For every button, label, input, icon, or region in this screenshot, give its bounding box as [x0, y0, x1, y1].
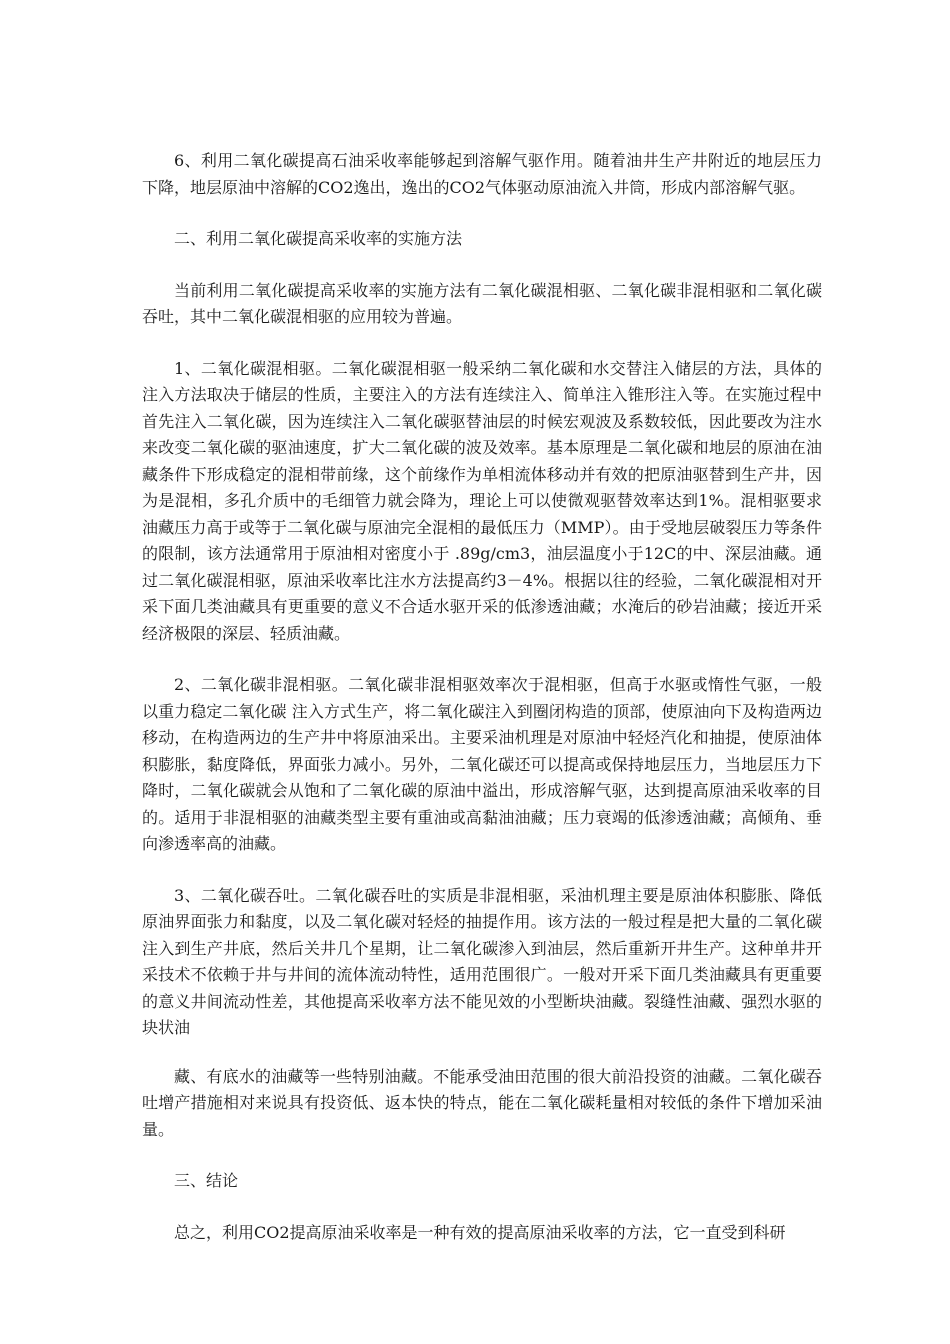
section-heading-methods: 二、利用二氧化碳提高采收率的实施方法	[174, 229, 463, 248]
paragraph-dissolved-gas-drive: 6、利用二氧化碳提高石油采收率能够起到溶解气驱作用。随着油井生产井附近的地层压力下降，地层原油中溶解的CO2逸出，逸出的CO2气体驱动原油流入井筒，形成内部溶解气驱。	[142, 151, 822, 197]
paragraph-huff-and-puff-continued: 藏、有底水的油藏等一些特别油藏。不能承受油田范围的很大前沿投资的油藏。二氧化碳吞吐增产措施相对来说具有投资低、返本快的特点，能在二氧化碳耗量相对较低的条件下增加采油量。	[142, 1066, 822, 1139]
paragraph-miscible-flooding: 1、二氧化碳混相驱。二氧化碳混相驱一般采纳二氧化碳和水交替注入储层的方法，具体的注入方法取决于储层的性质，主要注入的方法有连续注入、简单注入锥形注入等。在实施过程中首先注入二氧化碳，因为连续注入二氧化碳驱替油层的时候宏观波及系数较低，因此要改为注水来改变二氧化碳的驱油速度，扩大二氧化碳的波及效率。基本原理是二氧化碳和地层的原油在油藏条件下形成稳定的混相带前缘，这个前缘作为单相流体移动并有效的把原油驱替到生产井，因为是混相，多孔介质中的毛细管力就会降为，理论上可以使微观驱替效率达到1%。混相驱要求油藏压力高于或等于二氧化碳与原油完全混相的最低压力（MMP）。由于受地层破裂压力等条件的限制，该方法通常用于原油相对密度小于 .89g/cm3，油层温度小于12C的中、深层油藏。通过二氧化碳混相驱，原油采收率比注水方法提高约3－4%。根据以往的经验，二氧化碳混相对开采下面几类油藏具有更重要的意义不合适水驱开采的低渗透油藏；水淹后的砂岩油藏；接近开采经济极限的深层、轻质油藏。	[142, 358, 822, 643]
document-body	[142, 148, 822, 1271]
section-heading-conclusion: 三、结论	[174, 1171, 239, 1190]
paragraph-methods-intro: 当前利用二氧化碳提高采收率的实施方法有二氧化碳混相驱、二氧化碳非混相驱和二氧化碳吞吐，其中二氧化碳混相驱的应用较为普遍。	[142, 280, 822, 326]
paragraph-huff-and-puff: 3、二氧化碳吞吐。二氧化碳吞吐的实质是非混相驱，采油机理主要是原油体积膨胀、降低原油界面张力和黏度，以及二氧化碳对轻烃的抽提作用。该方法的一般过程是把大量的二氧化碳注入到生产井底，然后关井几个星期，让二氧化碳渗入到油层，然后重新开井生产。这种单井开采技术不依赖于井与井间的流体流动特性，适用范围很广。一般对开采下面几类油藏具有更重要的意义井间流动性差，其他提高采收率方法不能见效的小型断块油藏。裂缝性油藏、强烈水驱的块状油	[142, 885, 822, 1037]
paragraph-conclusion: 总之，利用CO2提高原油采收率是一种有效的提高原油采收率的方法，它一直受到科研	[174, 1222, 786, 1242]
paragraph-immiscible-flooding: 2、二氧化碳非混相驱。二氧化碳非混相驱效率次于混相驱，但高于水驱或惰性气驱，一般以重力稳定二氧化碳 注入方式生产，将二氧化碳注入到圈闭构造的顶部，使原油向下及构造两边移动，在构造两边的生产井中将原油采出。主要采油机理是对原油中轻烃汽化和抽提，使原油体积膨胀，黏度降低，界面张力减小。另外，二氧化碳还可以提高或保持地层压力，当地层压力下降时，二氧化碳就会从饱和了二氧化碳的原油中溢出，形成溶解气驱，达到提高原油采收率的目的。适用于非混相驱的油藏类型主要有重油或高黏油油藏；压力衰竭的低渗透油藏；高倾角、垂向渗透率高的油藏。	[142, 675, 822, 853]
